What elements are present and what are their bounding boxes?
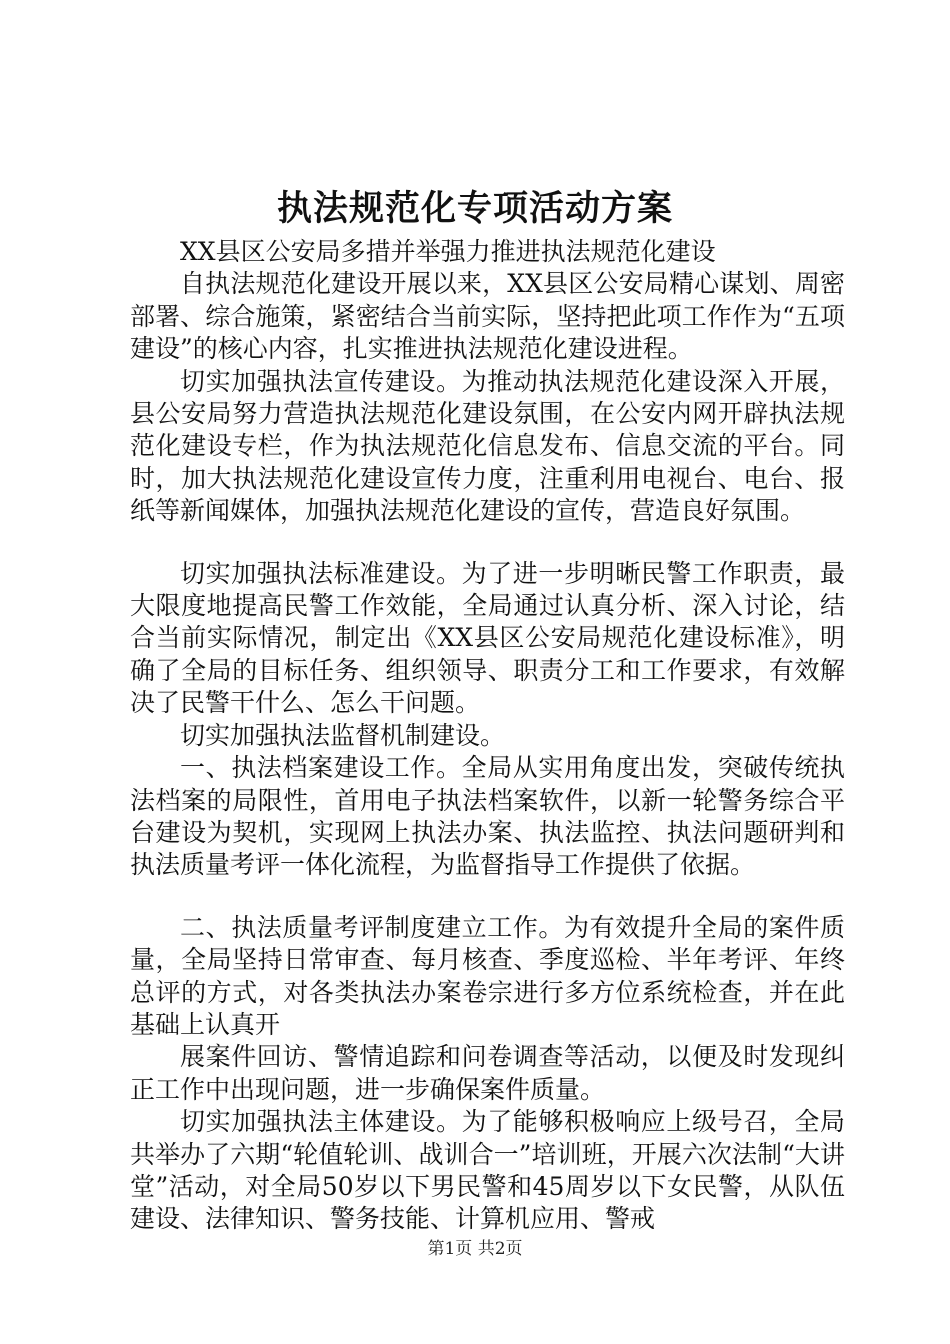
- document-title: 执法规范化专项活动方案: [276, 188, 673, 229]
- paragraph: 切实加强执法宣传建设。为推动执法规范化建设深入开展，县公安局努力营造执法规范化建设氛围，在公安内网开辟执法规范化建设专栏，作为执法规范化信息发布、信息交流的平台。同时，加大执法规范化建设宣传力度，注重利用电视台、电台、报纸等新闻媒体，加强执法规范化建设的宣传，营造良好氛围。: [130, 366, 845, 526]
- page-footer: 第1页 共2页: [427, 1239, 523, 1259]
- paragraph: 切实加强执法监督机制建设。: [180, 720, 506, 750]
- paragraph-gap: [130, 528, 845, 558]
- paragraph: 二、执法质量考评制度建立工作。为有效提升全局的案件质量，全局坚持日常审查、每月核查、季度巡检、半年考评、年终总评的方式，对各类执法办案卷宗进行多方位系统检查，并在此基础上认真开: [130, 912, 845, 1039]
- document-body: [130, 236, 845, 1236]
- paragraph: 展案件回访、警情追踪和问卷调查等活动，以便及时发现纠正工作中出现问题，进一步确保案件质量。: [130, 1042, 845, 1104]
- paragraph: 自执法规范化建设开展以来，XX县区公安局精心谋划、周密部署、综合施策，紧密结合当前实际，坚持把此项工作作为“五项建设”的核心内容，扎实推进执法规范化建设进程。: [130, 269, 845, 364]
- paragraph: 切实加强执法主体建设。为了能够积极响应上级号召，全局共举办了六期“轮值轮训、战训合一”培训班，开展六次法制“大讲堂”活动，对全局50岁以下男民警和45周岁以下女民警，从队伍建设、法律知识、警务技能、计算机应用、警戒: [130, 1107, 845, 1234]
- paragraph: 切实加强执法标准建设。为了进一步明晰民警工作职责，最大限度地提高民警工作效能，全局通过认真分析、深入讨论，结合当前实际情况，制定出《XX县区公安局规范化建设标准》，明确了全局的目标任务、组织领导、职责分工和工作要求，有效解决了民警干什么、怎么干问题。: [130, 558, 845, 718]
- paragraph: 一、执法档案建设工作。全局从实用角度出发，突破传统执法档案的局限性，首用电子执法档案软件，以新一轮警务综合平台建设为契机，实现网上执法办案、执法监控、执法问题研判和执法质量考评一体化流程，为监督指导工作提供了依据。: [130, 753, 845, 880]
- paragraph-subheading: XX县区公安局多措并举强力推进执法规范化建设: [180, 237, 716, 266]
- paragraph-gap: [130, 882, 845, 912]
